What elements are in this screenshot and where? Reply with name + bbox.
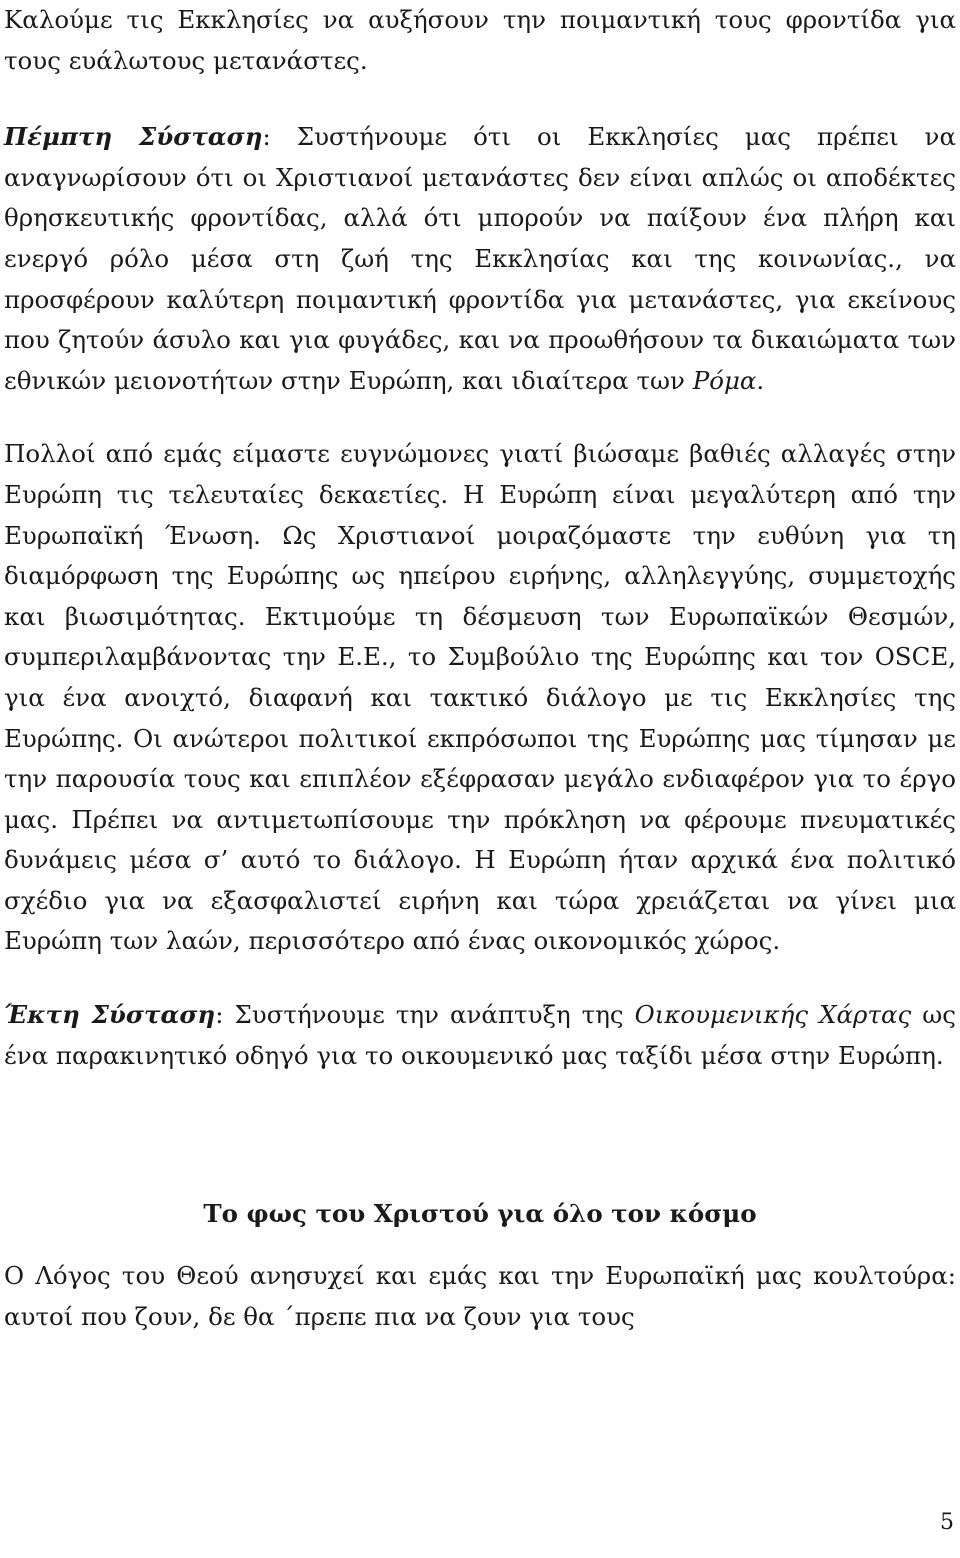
page-number: 5 <box>940 1510 954 1535</box>
recommendation-five-text: Συστήνουμε ότι οι Εκκλησίες μας πρέπει να αναγνωρίσουν ότι οι Χριστιανοί μετανάστες δεν είναι απλώς οι αποδέκτες θρησκευτικής φροντίδας, αλλά ότι μπορούν να παίξουν ένα πλήρη και ενεργό ρόλο μέσα στη ζωή της Εκκλησίας και της κοινωνίας., να προσφέρουν καλύτερη ποιμαντική φροντίδα για μετανάστες, για εκείνους που ζητούν άσυλο και για φυγάδες, και να προωθήσουν τα δικαιώματα των εθνικών μειονοτήτων στην Ευρώπη, και ιδιαίτερα των <box>4 122 956 395</box>
paragraph-europe: Πολλοί από εμάς είμαστε ευγνώμονες γιατί βιώσαμε βαθιές αλλαγές στην Ευρώπη τις τελευταίες δεκαετίες. Η Ευρώπη είναι μεγαλύτερη από την Ευρωπαϊκή Ένωση. Ως Χριστιανοί μοιραζόμαστε την ευθύνη για τη διαμόρφωση της Ευρώπης ως ηπείρου ειρήνης, αλληλεγγύης, συμμετοχής και βιωσιμότητας. Εκτιμούμε τη δέσμευση των Ευρωπαϊκών Θεσμών, συμπεριλαμβάνοντας την Ε.Ε., το Συμβούλιο της Ευρώπης και τον OSCE, για ένα ανοιχτό, διαφανή και τακτικό διάλογο με τις Εκκλησίες της Ευρώπης. Οι ανώτεροι πολιτικοί εκπρόσωποι της Ευρώπης μας τίμησαν με την παρουσία τους και επιπλέον εξέφρασαν μεγάλο ενδιαφέρον για το έργο μας. Πρέπει να αντιμετωπίσουμε την πρόκληση να φέρουμε πνευματικές δυνάμεις μέσα σ’ αυτό το διάλογο. Η Ευρώπη ήταν αρχικά ένα πολιτικό σχέδιο για να εξασφαλιστεί ειρήνη και τώρα χρειάζεται να γίνει μια Ευρώπη των λαών, περισσότερο από ένας οικονομικός χώρος. <box>4 439 956 956</box>
paragraph-intro: Καλούμε τις Εκκλησίες να αυξήσουν την ποιμαντική τους φροντίδα για τους ευάλωτους μετανάστες. <box>4 5 956 75</box>
recommendation-five-end: . <box>756 365 765 395</box>
recommendation-five-label: Πέμπτη Σύσταση <box>4 122 263 152</box>
recommendation-six <box>4 995 956 1076</box>
document-page <box>4 0 956 1337</box>
recommendation-five-separator: : <box>262 122 297 152</box>
recommendation-six-label: Έκτη Σύσταση <box>4 1000 216 1030</box>
roma-term: Ρόμα <box>692 365 757 395</box>
ecumenical-charter-term: Οικουμενικής Χάρτας <box>634 1000 912 1030</box>
recommendation-six-text: Συστήνουμε την ανάπτυξη της <box>234 1000 635 1030</box>
section-heading: Το φως του Χριστού για όλο τον κόσμο <box>203 1199 757 1229</box>
recommendation-six-end: ως ένα παρακινητικό οδηγό για το οικουμενικό μας ταξίδι μέσα στην Ευρώπη. <box>4 1000 956 1070</box>
recommendation-five <box>4 117 956 401</box>
recommendation-six-separator: : <box>215 1000 235 1030</box>
paragraph-logos: Ο Λόγος του Θεού ανησυχεί και εμάς και την Ευρωπαϊκή μας κουλτούρα: αυτοί που ζουν, δε θα ΄πρεπε πια να ζουν για τους <box>4 1261 956 1331</box>
